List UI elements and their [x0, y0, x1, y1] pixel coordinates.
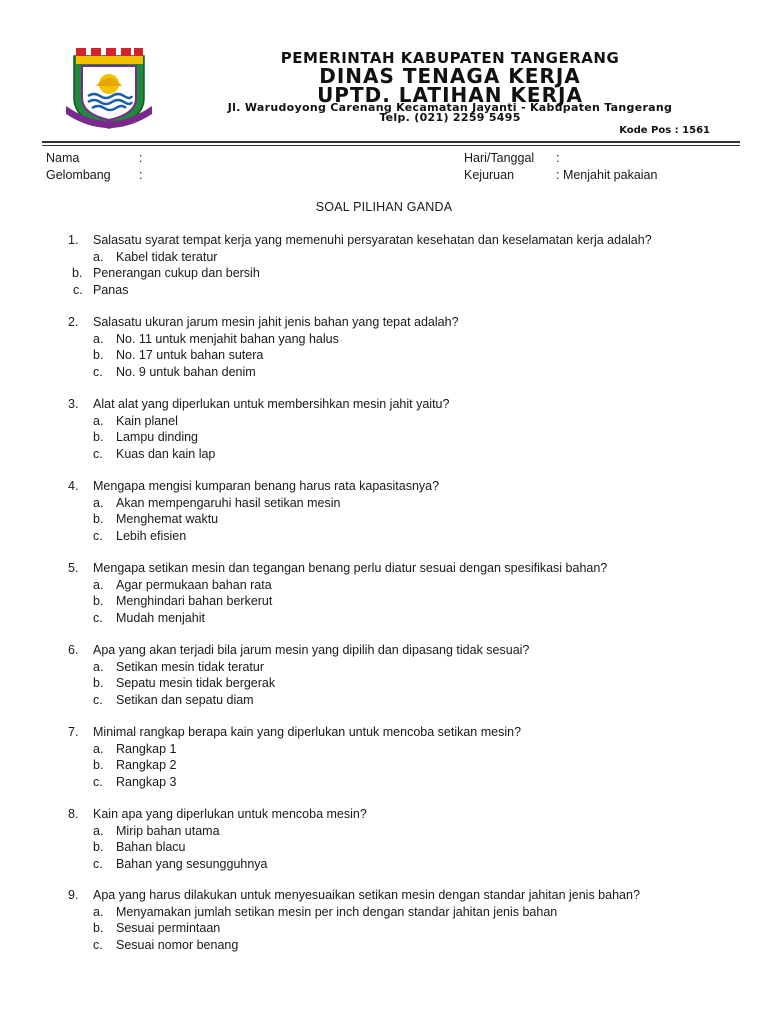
question-text: Alat alat yang diperlukan untuk membersihkan mesin jahit yaitu?	[93, 397, 450, 411]
date-label: Hari/Tanggal	[464, 151, 535, 165]
question-text: Minimal rangkap berapa kain yang diperlukan untuk mencoba setikan mesin?	[93, 725, 522, 739]
name-separator: :	[139, 151, 143, 165]
question-9	[0, 887, 768, 953]
letterhead-phone: Telp. (021) 2259 5495	[379, 111, 521, 124]
option-letter: a.	[93, 577, 104, 592]
option-text: Panas	[93, 282, 129, 297]
option-text: Lebih efisien	[116, 528, 187, 543]
tangerang-regency-logo	[64, 46, 154, 130]
option-text: Menyamakan jumlah setikan mesin per inch dengan standar jahitan jenis bahan	[116, 904, 558, 919]
option-letter: c.	[93, 446, 103, 461]
option-letter: c.	[93, 692, 103, 707]
option-letter: c.	[93, 610, 103, 625]
question-number: 9.	[68, 888, 79, 902]
option-text: Setikan mesin tidak teratur	[116, 659, 264, 674]
name-label: Nama	[46, 151, 80, 165]
option-text: Sesuai permintaan	[116, 921, 221, 935]
option-text: Menghemat waktu	[116, 512, 219, 526]
question-number: 1.	[68, 233, 79, 247]
option-letter: c.	[93, 364, 103, 379]
option-letter: a.	[93, 741, 104, 756]
option-letter: a.	[93, 659, 104, 674]
option-letter: b.	[93, 594, 104, 608]
question-number: 3.	[68, 397, 79, 411]
question-8	[0, 806, 768, 872]
option-text: Agar permukaan bahan rata	[116, 577, 272, 592]
option-text: Rangkap 3	[116, 774, 177, 789]
question-1	[0, 232, 768, 298]
question-text: Salasatu syarat tempat kerja yang memenuhi persyaratan kesehatan dan keselamatan kerja adalah?	[93, 233, 652, 247]
option-letter: b.	[93, 840, 104, 854]
letterhead-unit: UPTD. LATIHAN KERJA	[317, 83, 583, 107]
letterhead-organization: PEMERINTAH KABUPATEN TANGERANG	[280, 49, 620, 67]
option-text: Mirip bahan utama	[116, 823, 220, 838]
question-3	[0, 396, 768, 462]
option-text: Akan mempengaruhi hasil setikan mesin	[116, 495, 341, 510]
option-letter: b.	[93, 921, 104, 935]
option-text: No. 9 untuk bahan denim	[116, 364, 256, 379]
option-letter: c.	[93, 774, 103, 789]
option-letter: b.	[93, 430, 104, 444]
option-letter: b.	[93, 348, 104, 362]
question-5	[0, 560, 768, 626]
question-7	[0, 724, 768, 790]
option-letter: a.	[93, 413, 104, 428]
option-text: Sepatu mesin tidak bergerak	[116, 676, 276, 690]
option-text: No. 17 untuk bahan sutera	[116, 348, 264, 362]
option-letter: b.	[93, 758, 104, 772]
option-text: Bahan yang sesungguhnya	[116, 856, 268, 871]
batch-label: Gelombang	[46, 168, 111, 182]
option-letter: b.	[93, 512, 104, 526]
batch-separator: :	[139, 168, 143, 182]
option-text: Lampu dinding	[116, 430, 199, 444]
option-letter: c.	[93, 856, 103, 871]
option-letter: c.	[93, 937, 103, 952]
question-text: Mengapa setikan mesin dan tegangan benang perlu diatur sesuai dengan spesifikasi bahan?	[93, 561, 608, 575]
option-letter: c.	[73, 282, 83, 297]
option-letter: b.	[72, 266, 83, 280]
major-value: : Menjahit pakaian	[556, 168, 658, 182]
document-title: SOAL PILIHAN GANDA	[315, 200, 453, 214]
question-4	[0, 478, 768, 544]
letterhead-department: DINAS TENAGA KERJA	[319, 64, 581, 88]
option-text: Rangkap 2	[116, 758, 177, 772]
option-letter: a.	[93, 823, 104, 838]
option-letter: b.	[93, 676, 104, 690]
option-text: Penerangan cukup dan bersih	[93, 266, 260, 280]
question-number: 7.	[68, 725, 79, 739]
question-6	[0, 642, 768, 708]
question-number: 8.	[68, 807, 79, 821]
option-text: Bahan blacu	[116, 840, 186, 854]
option-letter: a.	[93, 495, 104, 510]
question-text: Apa yang akan terjadi bila jarum mesin yang dipilih dan dipasang tidak sesuai?	[93, 643, 530, 657]
option-text: Mudah menjahit	[116, 610, 205, 625]
question-number: 4.	[68, 479, 79, 493]
option-letter: c.	[93, 528, 103, 543]
question-number: 6.	[68, 643, 79, 657]
letterhead-postal-code: Kode Pos : 1561	[619, 125, 710, 136]
option-text: Menghindari bahan berkerut	[116, 594, 273, 608]
option-letter: a.	[93, 904, 104, 919]
option-text: Kain planel	[116, 413, 178, 428]
question-text: Kain apa yang diperlukan untuk mencoba mesin?	[93, 807, 367, 821]
question-text: Apa yang harus dilakukan untuk menyesuaikan setikan mesin dengan standar jahitan jenis bahan?	[93, 888, 640, 902]
option-text: Setikan dan sepatu diam	[116, 692, 254, 707]
date-separator: :	[556, 151, 560, 165]
option-letter: a.	[93, 249, 104, 264]
letterhead-divider-thin	[42, 145, 740, 146]
option-text: Kabel tidak teratur	[116, 249, 218, 264]
option-text: Rangkap 1	[116, 741, 177, 756]
question-number: 5.	[68, 561, 79, 575]
question-2	[0, 314, 768, 380]
question-number: 2.	[68, 315, 79, 329]
major-label: Kejuruan	[464, 168, 515, 182]
option-text: Kuas dan kain lap	[116, 446, 216, 461]
option-letter: a.	[93, 331, 104, 346]
option-text: Sesuai nomor benang	[116, 937, 239, 952]
letterhead-address: Jl. Warudoyong Carenang Kecamatan Jayanti - Kabupaten Tangerang	[227, 101, 673, 114]
option-text: No. 11 untuk menjahit bahan yang halus	[116, 331, 339, 346]
question-text: Salasatu ukuran jarum mesin jahit jenis bahan yang tepat adalah?	[93, 315, 459, 329]
question-text: Mengapa mengisi kumparan benang harus rata kapasitasnya?	[93, 479, 440, 493]
letterhead-divider	[42, 141, 740, 143]
